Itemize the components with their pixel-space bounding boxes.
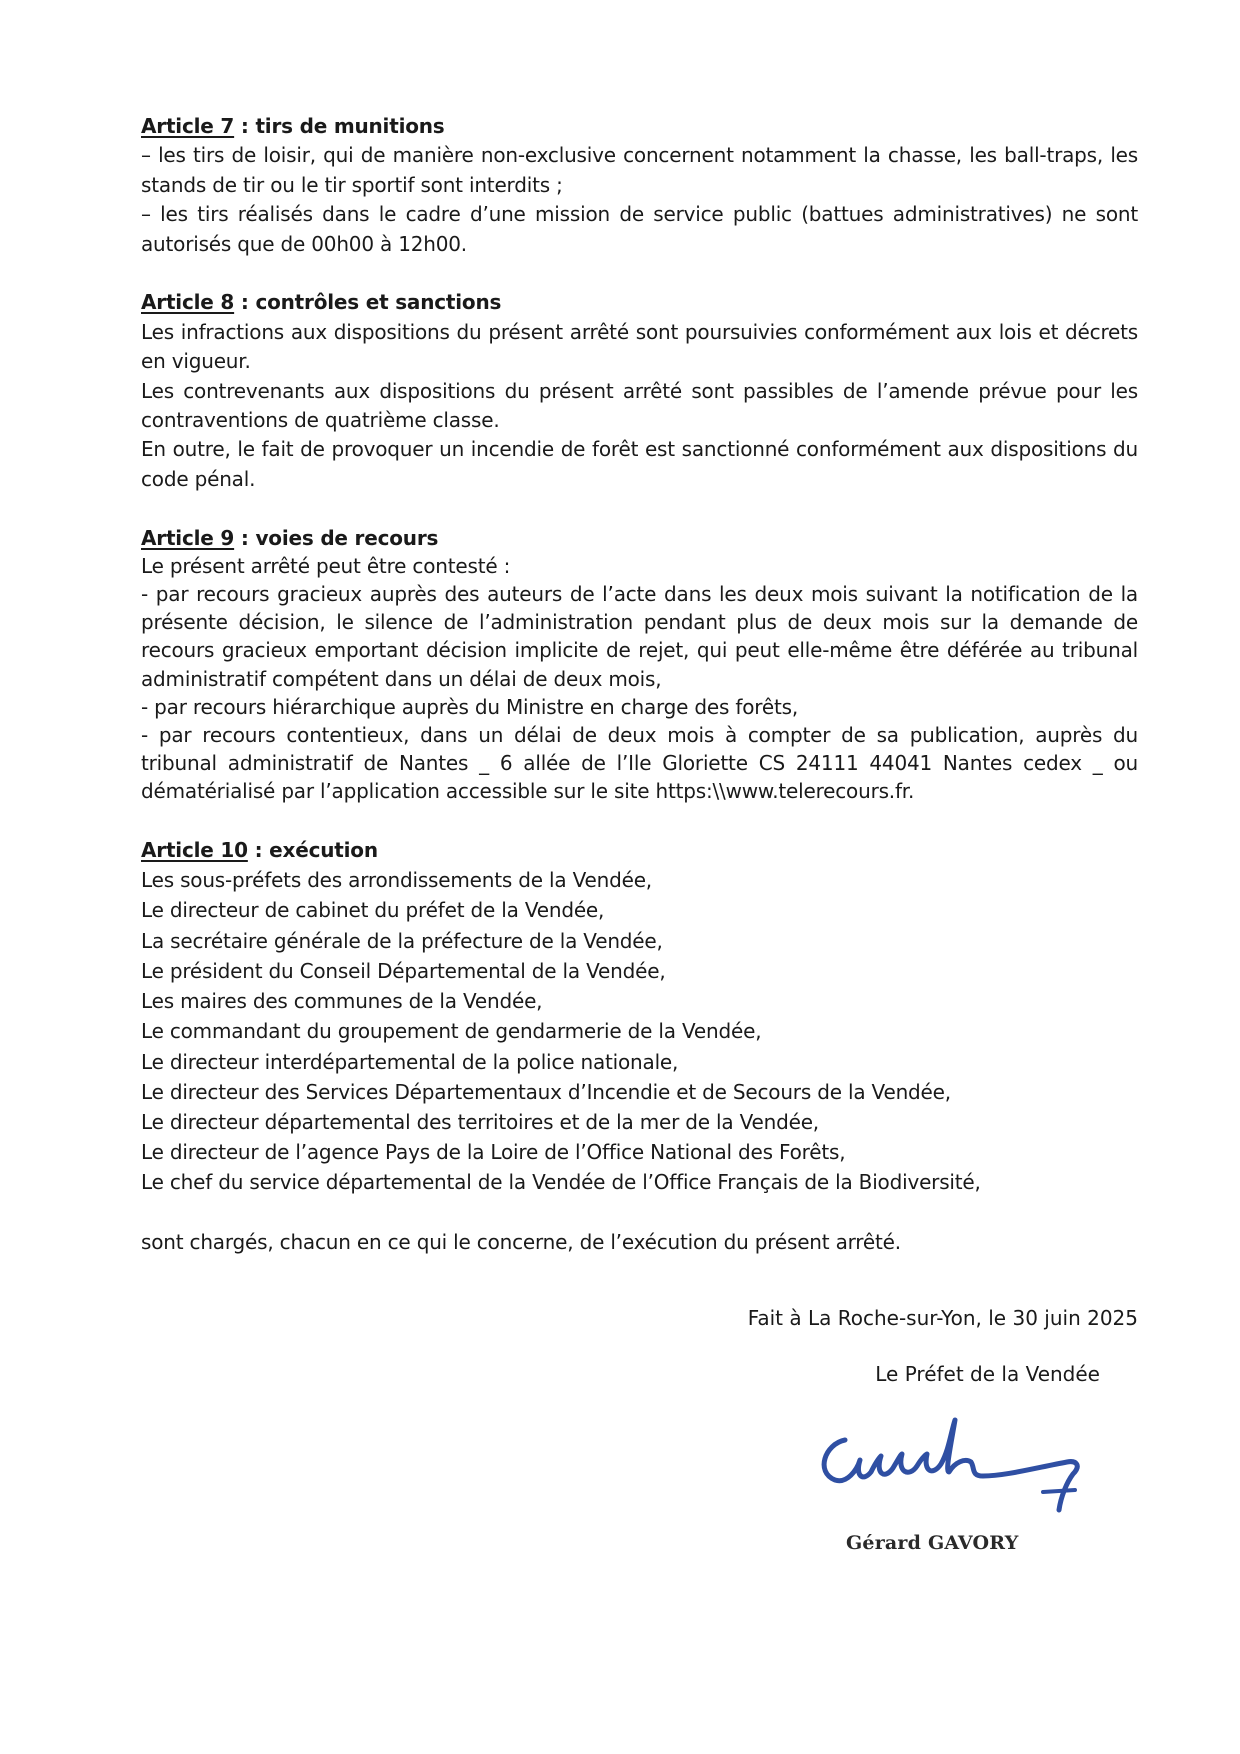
article-8-number: Article 8	[141, 290, 235, 315]
recipient-line: Le directeur des Services Départementaux d’Incendie et de Secours de la Vendée,	[141, 1079, 951, 1104]
signatory-title: Le Préfet de la Vendée	[875, 1362, 1100, 1386]
recipient-line: Le directeur départemental des territoires et de la mer de la Vendée,	[141, 1109, 819, 1134]
signature-stroke	[1043, 1490, 1075, 1492]
recipient-line: Le président du Conseil Départemental de la Vendée,	[141, 958, 666, 983]
article-7	[141, 112, 1138, 259]
article-10-title: : exécution	[247, 838, 378, 863]
recipient-line: Le commandant du groupement de gendarmerie de la Vendée,	[141, 1019, 762, 1044]
place-and-date: Fait à La Roche-sur-Yon, le 30 juin 2025	[747, 1306, 1138, 1330]
article-8-line-3: En outre, le fait de provoquer un incendie de forêt est sanctionné conformément aux dispositions du code pénal.	[141, 437, 1138, 491]
article-9-line-3: - par recours hiérarchique auprès du Ministre en charge des forêts,	[141, 694, 798, 719]
article-9-title: : voies de recours	[234, 525, 439, 550]
article-9	[141, 524, 1138, 806]
article-9-line-2: - par recours gracieux auprès des auteurs de l’acte dans les deux mois suivant la notification de la présente décision, le silence de l’administration pendant plus de deux mois sur la demande de recours gracieux emportant décision implicite de rejet, qui peut elle-même être déférée au tribunal administratif compétent dans un délai de deux mois,	[141, 582, 1138, 691]
recipient-line: Les sous-préfets des arrondissements de la Vendée,	[141, 868, 652, 893]
article-8-line-1: Les infractions aux dispositions du présent arrêté sont poursuivies conformément aux lois et décrets en vigueur.	[141, 319, 1138, 374]
closing-sentence: sont chargés, chacun en ce qui le concerne, de l’exécution du présent arrêté.	[141, 1229, 901, 1254]
article-7-line-1: – les tirs de loisir, qui de manière non-exclusive concernent notamment la chasse, les ball-traps, les stands de tir ou le tir sportif sont interdits ;	[141, 143, 1138, 197]
signatory-name: Gérard GAVORY	[846, 1532, 1019, 1554]
recipient-line: Les maires des communes de la Vendée,	[141, 989, 543, 1014]
article-10-heading	[141, 835, 1138, 865]
article-7-title: : tirs de munitions	[234, 114, 445, 138]
signature-stroke	[824, 1420, 1077, 1510]
recipient-line: Le directeur interdépartemental de la police nationale,	[141, 1049, 679, 1074]
recipient-line: Le chef du service départemental de la Vendée de l’Office Français de la Biodiversité,	[141, 1170, 981, 1195]
recipient-line: Le directeur de cabinet du préfet de la Vendée,	[141, 898, 605, 923]
article-10	[141, 835, 1138, 1257]
article-8	[141, 288, 1138, 494]
recipient-line: La secrétaire générale de la préfecture de la Vendée,	[141, 928, 663, 953]
article-8-title: : contrôles et sanctions	[234, 290, 502, 315]
recipient-line: Le directeur de l’agence Pays de la Loire de l’Office National des Forêts,	[141, 1140, 846, 1165]
handwritten-signature	[805, 1410, 1115, 1520]
article-8-heading	[141, 288, 1138, 317]
article-8-line-2: Les contrevenants aux dispositions du présent arrêté sont passibles de l’amende prévue pour les contraventions de quatrième classe.	[141, 378, 1138, 433]
article-10-number: Article 10	[141, 838, 248, 863]
article-7-line-2: – les tirs réalisés dans le cadre d’une mission de service public (battues administratives) ne sont autorisés que de 00h00 à 12h00.	[141, 202, 1138, 256]
article-9-number: Article 9	[141, 525, 235, 550]
article-7-heading	[141, 112, 1138, 141]
article-7-number: Article 7	[141, 114, 235, 138]
article-9-line-4: - par recours contentieux, dans un délai de deux mois à compter de sa publication, auprès du tribunal administratif de Nantes _ 6 allée de l’Ile Gloriette CS 24111 44041 Nantes cedex _ ou dématérialisé par l’application accessible sur le site https:\\www.telerecours.fr.	[141, 723, 1138, 804]
document-body	[141, 112, 1138, 1286]
article-9-line-1: Le présent arrêté peut être contesté :	[141, 553, 511, 578]
article-9-heading	[141, 524, 1138, 552]
